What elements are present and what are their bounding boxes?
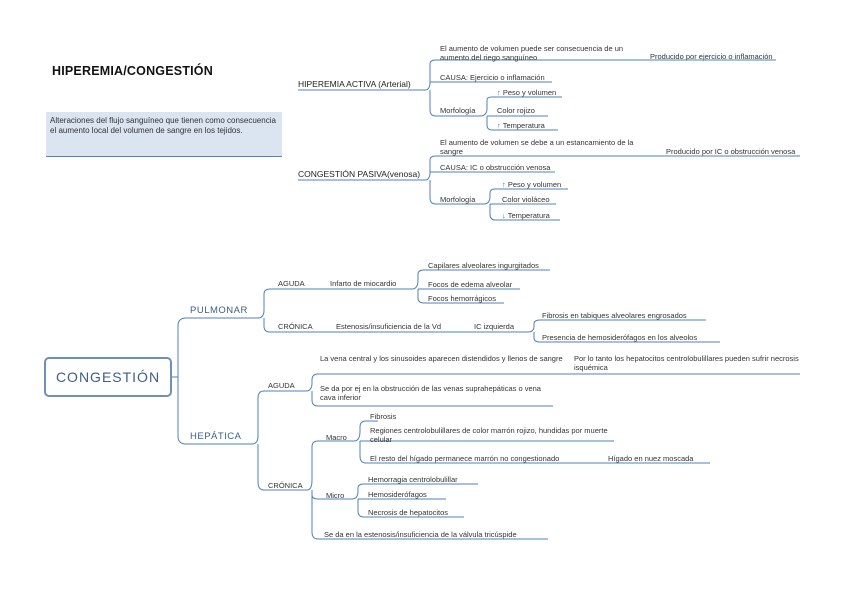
pasiva-desc-side: Producido por IC o obstrucción venosa <box>666 147 796 156</box>
hiperemia-activa-node: HIPEREMIA ACTIVA (Arterial) <box>298 79 411 89</box>
pasiva-causa: CAUSA: IC o obstrucción venosa <box>440 163 551 172</box>
pulmonar-cronica-sub2: IC izquierda <box>474 322 515 331</box>
root-node-label: CONGESTIÓN <box>55 369 161 385</box>
pulmonar-cronica-item-1: Fibrosis en tabiques alveolares engrosados <box>542 311 687 320</box>
hiperemia-item-1: ↑ Peso y volumen <box>497 88 557 97</box>
pulmonar-cronica-item-2: Presencia de hemosiderófagos en los alveolos <box>542 333 698 342</box>
arrow-up-icon: ↑ <box>497 121 501 130</box>
definition-text: Alteraciones del flujo sanguíneo que tienen como consecuencia el aumento local del volumen de sangre en los tejidos. <box>50 116 276 135</box>
micro-item-3: Necrosis de hepatocitos <box>368 508 449 517</box>
pulmonar-cronica-sub: Estenosis/insuficiencia de la Vd <box>336 322 442 331</box>
arrow-up-icon: ↑ <box>502 180 506 189</box>
hepatica-aguda: AGUDA <box>268 381 295 390</box>
pulmonar-aguda-item-3: Focos hemorrágicos <box>428 294 496 303</box>
hepatica-aguda-item-1: La vena central y los sinusoides aparecen distendidos y llenos de sangre <box>320 354 563 363</box>
micro-item-2: Hemosiderófagos <box>368 490 427 499</box>
hepatica-cronica: CRÓNICA <box>268 481 303 490</box>
macro-item-1: Fibrosis <box>370 412 397 421</box>
hiperemia-causa: CAUSA: Ejercicio o inflamación <box>440 73 545 82</box>
pasiva-item-3: ↓ Temperatura <box>502 211 550 220</box>
hiperemia-item-2: Color rojizo <box>497 106 535 115</box>
micro-item-1: Hemorragia centrolobulillar <box>368 475 458 484</box>
macro-item-3: El resto del hígado permanece marrón no congestionado <box>370 454 560 463</box>
macro-side: Hígado en nuez moscada <box>608 454 694 463</box>
hepatica-aguda-item-2: Se da por ej en la obstrucción de las venas suprahepáticas o vena cava inferior <box>320 384 541 402</box>
hepatica-micro: Micro <box>326 491 345 500</box>
pulmonar-aguda-item-1: Capilares alveolares ingurgitados <box>428 261 539 270</box>
hiperemia-desc-side: Producido por ejercicio o inflamación <box>650 52 773 61</box>
page-title: HIPEREMIA/CONGESTIÓN <box>52 64 213 78</box>
macro-item-2: Regiones centrolobulillares de color marrón rojizo, hundidas por muerte celular <box>370 426 608 444</box>
congestion-pasiva-node: CONGESTIÓN PASIVA(venosa) <box>298 169 421 179</box>
hiperemia-desc: El aumento de volumen puede ser consecuencia de un aumento del riego sanguíneo <box>440 44 624 62</box>
arrow-up-icon: ↑ <box>497 88 501 97</box>
pasiva-item-1: ↑ Peso y volumen <box>502 180 562 189</box>
arrow-down-icon: ↓ <box>502 211 506 220</box>
hepatica-node: HEPÁTICA <box>190 431 242 442</box>
pulmonar-aguda-item-2: Focos de edema alveolar <box>428 280 513 289</box>
pulmonar-node: PULMONAR <box>190 305 248 316</box>
pulmonar-aguda: AGUDA <box>278 279 305 288</box>
hiperemia-morfologia: Morfología <box>440 106 476 115</box>
pasiva-item-2: Color violáceo <box>502 195 550 204</box>
hepatica-cronica-extra: Se da en la estenosis/insuficiencia de la válvula tricúspide <box>324 530 517 539</box>
pasiva-morfologia: Morfología <box>440 195 476 204</box>
pulmonar-aguda-sub: Infarto de miocardio <box>330 279 397 288</box>
hepatica-macro: Macro <box>326 433 347 442</box>
pasiva-desc: El aumento de volumen se debe a un estancamiento de la sangre <box>440 138 634 156</box>
hiperemia-item-3: ↑ Temperatura <box>497 121 545 130</box>
pulmonar-cronica: CRÓNICA <box>278 322 313 331</box>
hepatica-aguda-side: Por lo tanto los hepatocitos centrolobulillares pueden sufrir necrosis isquémica <box>574 354 799 372</box>
